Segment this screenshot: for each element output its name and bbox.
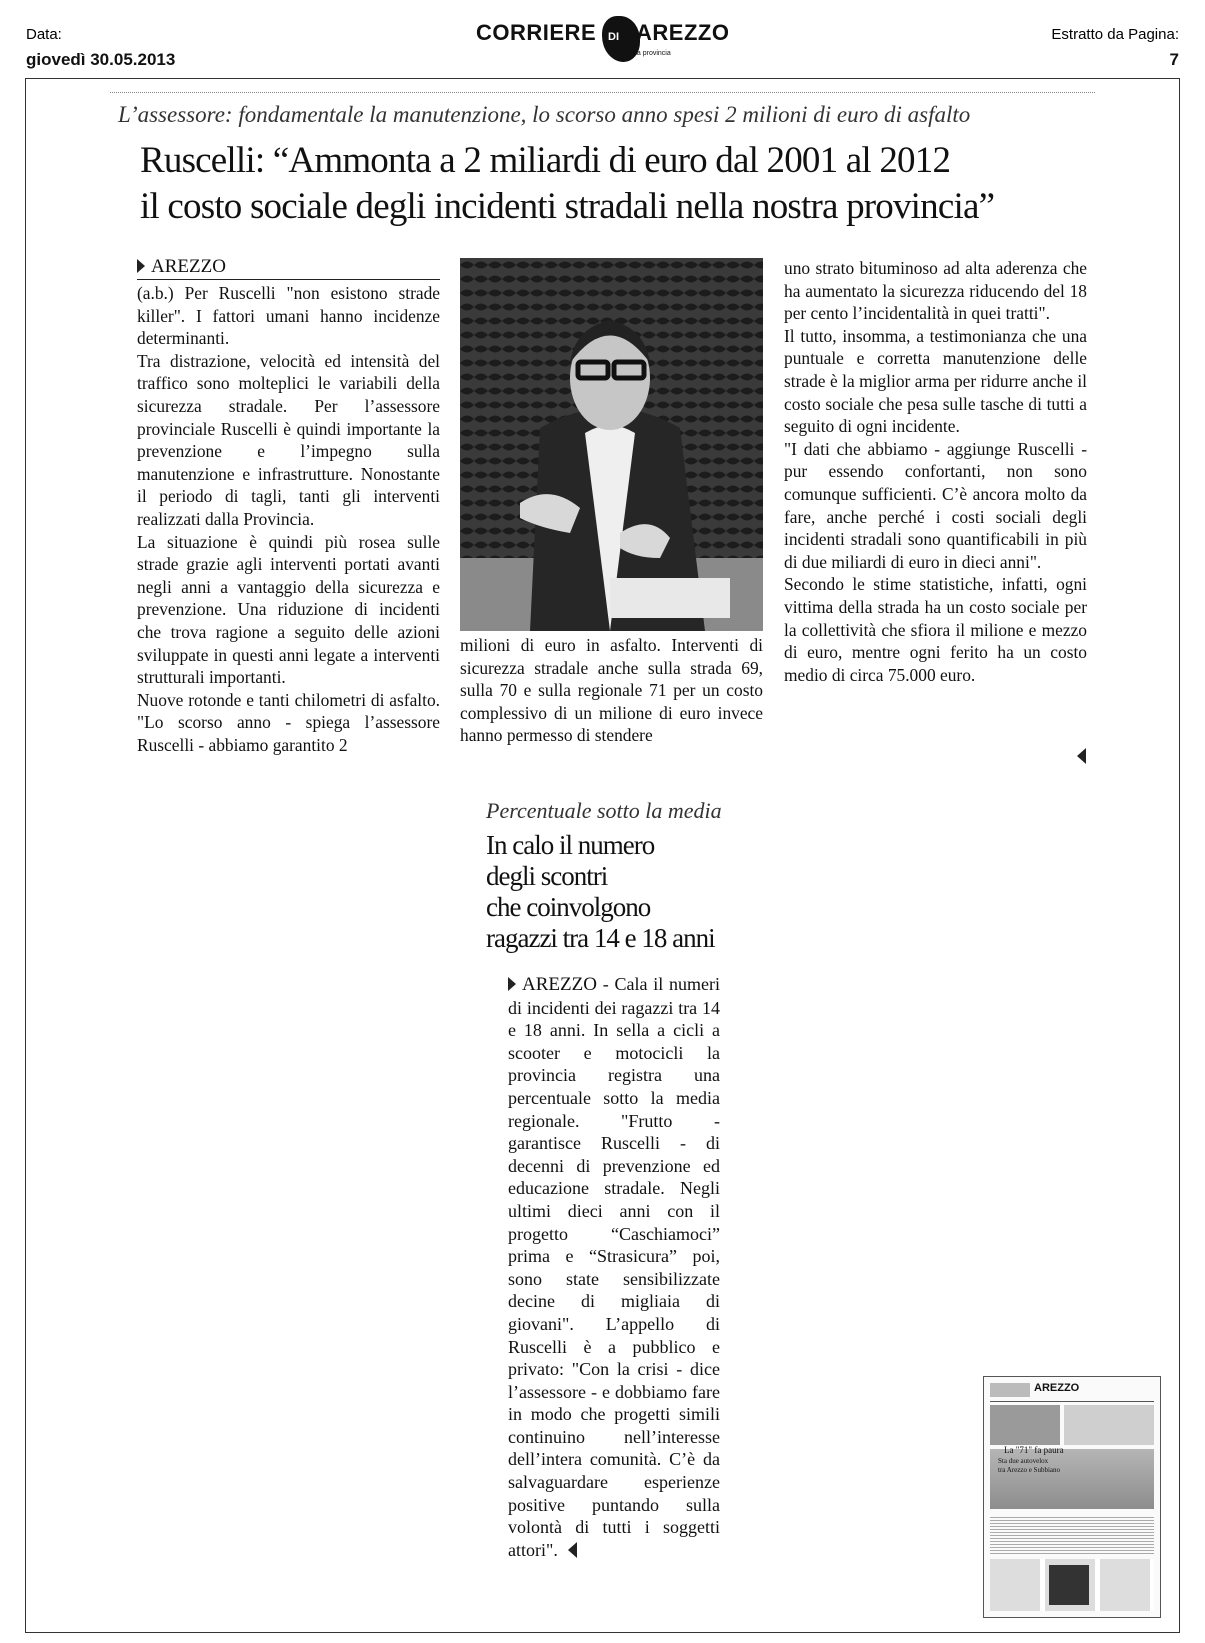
end-mark-icon <box>1077 748 1086 767</box>
thumb-subhead: Sta due autovelox <box>998 1457 1049 1465</box>
column-1-text <box>137 282 440 756</box>
page-thumbnail <box>983 1376 1161 1618</box>
logo-subtitle: della provincia <box>626 50 671 57</box>
date-value: giovedì 30.05.2013 <box>26 50 176 69</box>
end-mark-icon <box>568 1542 577 1558</box>
paragraph: Secondo le stime statistiche, infatti, ogni vittima della strada ha un costo sociale per la collettività che sfiora il milione e mezzo di euro, mentre ogni ferito ha un costo medio di circa 75.000 euro. <box>784 574 1087 685</box>
logo-text-right: AREZZO <box>636 20 730 45</box>
photo-assessore <box>460 258 763 631</box>
paragraph: uno strato bituminoso ad alta aderenza che ha aumentato la sicurezza riducendo del 18 per cento l’incidentalità in quei tratti". <box>784 258 1087 324</box>
dateline-text: AREZZO <box>151 256 226 277</box>
thumb-rule <box>990 1401 1154 1402</box>
thumb-headline: La "71" fa paura <box>1004 1445 1064 1455</box>
logo-text-left: CORRIERE <box>476 20 597 45</box>
page-label: Estratto da Pagina: <box>1051 26 1179 43</box>
paragraph: Nuove rotonde e tanti chilometri di asfalto. "Lo scorso anno - spiega l’assessore Ruscelli - abbiamo garantito 2 <box>137 689 440 755</box>
photo-image <box>460 258 763 631</box>
sidebar-headline-line: ragazzi tra 14 e 18 anni <box>486 923 715 953</box>
paragraph: Tra distrazione, velocità ed intensità del traffico sono molteplici le variabili della sicurezza stradale. Per l’assessore provinciale Ruscelli è quindi importante la prevenzione e l’impegno sulla manutenzione e infrastrutture. Nonostante il periodo di tagli, tanti gli interventi realizzati dalla Provincia. <box>137 350 440 529</box>
thumb-block <box>990 1383 1030 1397</box>
dotted-rule <box>110 92 1095 93</box>
paragraph: Il tutto, insomma, a testimonianza che una puntuale e corretta manutenzione delle strade è la miglior arma per ridurre anche il costo sociale che pesa sulle tasche di tutti a seguito di ogni incidente. <box>784 325 1087 437</box>
column-2-text: milioni di euro in asfalto. Interventi di sicurezza stradale anche sulla strada 69, sulla 70 e sulla regionale 71 per un costo complessivo di un milione di euro invece hanno permesso di stendere <box>460 635 763 746</box>
dateline <box>137 255 440 280</box>
thumb-masthead: AREZZO <box>1034 1382 1080 1394</box>
thumb-text <box>990 1515 1154 1555</box>
date-label: Data: <box>26 26 62 43</box>
newspaper-logo <box>476 18 736 62</box>
headline-line-2: il costo sociale degli incidenti stradali nella nostra provincia” <box>140 186 995 227</box>
headline-line-1: Ruscelli: “Ammonta a 2 miliardi di euro dal 2001 al 2012 <box>140 140 951 181</box>
column-1 <box>137 255 440 756</box>
arrow-right-icon <box>137 259 145 273</box>
page-number: 7 <box>1169 50 1179 69</box>
paragraph: "I dati che abbiamo - aggiunge Ruscelli - pur essendo confortanti, non sono comunque sufficienti. C’è ancora molto da fare, anche perché i costi sociali degli incidenti stradali sono quantificabili in più di due miliardi di euro in dieci anni". <box>784 438 1087 572</box>
thumb-subhead: tra Arezzo e Subbiano <box>998 1466 1061 1474</box>
article-kicker: L’assessore: fondamentale la manutenzione, lo scorso anno spesi 2 milioni di euro di asfalto <box>118 102 971 127</box>
sidebar-headline-line: degli scontri <box>486 861 608 891</box>
sidebar-body <box>508 973 720 1561</box>
thumb-photo <box>990 1405 1060 1445</box>
thumb-photo <box>1064 1405 1154 1445</box>
sidebar-dateline: AREZZO <box>522 974 597 995</box>
sidebar-body-text: - Cala il numeri di incidenti dei ragazzi tra 14 e 18 anni. In sella a cicli a scooter e motocicli la provincia registra una percentuale sotto la media regionale. "Frutto - garantisce Ruscelli - di decenni di prevenzione ed educazione stradale. Negli ultimi dieci anni con il progetto “Caschiamoci” prima e “Strasicura” poi, sono state sensibilizzate decine di migliaia di giovani". L’appello di Ruscelli è a pubblico e privato: "Con la crisi - dice l’assessore - e dobbiamo fare in modo che progetti simili continuino nell’interesse dell’intera comunità. C’è da salvaguardare esperienze positive puntando sulla volontà di tutti i soggetti attori". <box>508 974 720 1560</box>
column-3-text <box>784 257 1087 686</box>
sidebar-headline-line: che coinvolgono <box>486 892 651 922</box>
arrow-right-icon <box>508 977 516 991</box>
paragraph: (a.b.) Per Ruscelli "non esistono strade killer". I fattori umani hanno incidenze determinanti. <box>137 283 440 349</box>
sidebar-headline-line: In calo il numero <box>486 830 655 860</box>
thumb-photo <box>1049 1565 1089 1605</box>
logo-di: DI <box>608 31 619 43</box>
paragraph: La situazione è quindi più rosea sulle strade grazie agli interventi portati avanti negli anni a vantaggio della sicurezza e prevenzione. Una riduzione di incidenti che trova ragione a seguito delle azioni sviluppate in questi anni legate a interventi strutturali importanti. <box>137 531 440 688</box>
article-headline <box>140 138 1100 230</box>
sidebar-headline <box>486 830 806 954</box>
sidebar-kicker: Percentuale sotto la media <box>486 798 722 823</box>
